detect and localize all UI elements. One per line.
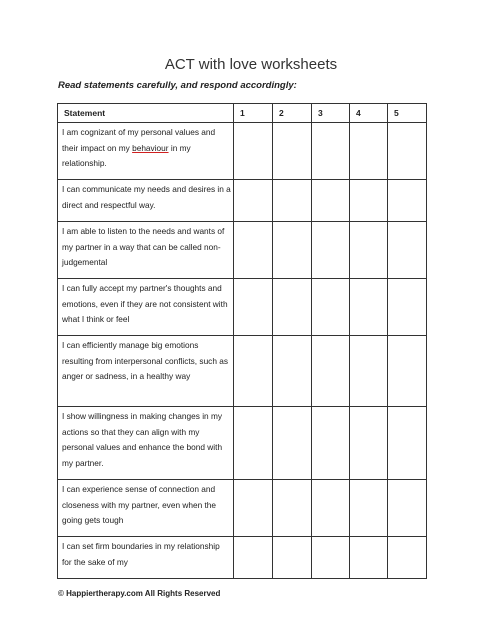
statement-cell <box>58 336 234 407</box>
rating-cell-1[interactable] <box>234 537 273 579</box>
rating-cell-3[interactable] <box>312 180 350 222</box>
rating-cell-1[interactable] <box>234 480 273 537</box>
statement-cell <box>58 537 234 579</box>
statement-text-continued: in my relationship. <box>62 142 191 168</box>
rating-cell-3[interactable] <box>312 279 350 336</box>
rating-cell-1[interactable] <box>234 180 273 222</box>
rating-cell-4[interactable] <box>350 336 388 407</box>
rating-cell-5[interactable] <box>388 537 427 579</box>
statement-text: I can communicate my needs and desires in a direct and respectful way. <box>62 184 231 210</box>
table-row <box>58 180 427 222</box>
statement-cell <box>58 279 234 336</box>
rating-cell-2[interactable] <box>273 222 312 279</box>
statement-text: I can fully accept my partner's thoughts and emotions, even if they are not consistent with what I think or feel <box>62 283 228 324</box>
header-rating-2: 2 <box>273 104 312 123</box>
rating-cell-5[interactable] <box>388 279 427 336</box>
rating-cell-1[interactable] <box>234 336 273 407</box>
header-rating-5: 5 <box>388 104 427 123</box>
rating-cell-3[interactable] <box>312 222 350 279</box>
rating-cell-5[interactable] <box>388 222 427 279</box>
rating-cell-5[interactable] <box>388 407 427 480</box>
rating-cell-4[interactable] <box>350 537 388 579</box>
rating-cell-3[interactable] <box>312 336 350 407</box>
rating-cell-2[interactable] <box>273 537 312 579</box>
table-row <box>58 537 427 579</box>
header-rating-4: 4 <box>350 104 388 123</box>
rating-cell-2[interactable] <box>273 480 312 537</box>
table-row <box>58 407 427 480</box>
statement-cell <box>58 480 234 537</box>
rating-cell-3[interactable] <box>312 123 350 180</box>
rating-cell-2[interactable] <box>273 123 312 180</box>
rating-cell-4[interactable] <box>350 480 388 537</box>
rating-cell-4[interactable] <box>350 407 388 480</box>
statement-text: I can efficiently manage big emotions resulting from interpersonal conflicts, such as anger or sadness, in a healthy way <box>62 340 229 381</box>
table-row <box>58 123 427 180</box>
rating-cell-2[interactable] <box>273 279 312 336</box>
rating-cell-2[interactable] <box>273 180 312 222</box>
rating-cell-3[interactable] <box>312 480 350 537</box>
header-rating-3: 3 <box>312 104 350 123</box>
spellcheck-flagged-word: behaviour <box>132 142 169 153</box>
copyright-footer: © Happiertherapy.com All Rights Reserved <box>58 589 221 598</box>
statement-cell <box>58 180 234 222</box>
header-statement: Statement <box>58 104 234 123</box>
rating-cell-3[interactable] <box>312 407 350 480</box>
header-rating-1: 1 <box>234 104 273 123</box>
statement-text: I can experience sense of connection and closeness with my partner, even when the going gets tough <box>62 484 217 525</box>
rating-cell-5[interactable] <box>388 480 427 537</box>
rating-cell-4[interactable] <box>350 222 388 279</box>
statement-text: I am able to listen to the needs and wants of my partner in a way that can be called non-judgemental <box>62 226 225 267</box>
statement-text: I can set firm boundaries in my relationship for the sake of my <box>62 541 220 567</box>
rating-cell-4[interactable] <box>350 279 388 336</box>
rating-cell-3[interactable] <box>312 537 350 579</box>
table-row <box>58 480 427 537</box>
rating-cell-2[interactable] <box>273 407 312 480</box>
rating-cell-1[interactable] <box>234 279 273 336</box>
table-row <box>58 222 427 279</box>
table-row <box>58 279 427 336</box>
rating-cell-1[interactable] <box>234 123 273 180</box>
rating-cell-5[interactable] <box>388 123 427 180</box>
rating-cell-2[interactable] <box>273 336 312 407</box>
statement-text: I am cognizant of my personal values and their impact on my <box>62 127 216 153</box>
rating-cell-5[interactable] <box>388 336 427 407</box>
worksheet-title: ACT with love worksheets <box>164 56 338 73</box>
rating-table <box>57 103 427 579</box>
rating-cell-4[interactable] <box>350 123 388 180</box>
statement-cell <box>58 123 234 180</box>
rating-cell-1[interactable] <box>234 222 273 279</box>
statement-cell <box>58 222 234 279</box>
statement-text: I show willingness in making changes in my actions so that they can align with my personal values and enhance the bond with my partner. <box>62 411 223 468</box>
statement-cell <box>58 407 234 480</box>
table-row <box>58 336 427 407</box>
rating-cell-5[interactable] <box>388 180 427 222</box>
rating-cell-4[interactable] <box>350 180 388 222</box>
rating-cell-1[interactable] <box>234 407 273 480</box>
table-header-row <box>58 104 427 123</box>
instructions-text: Read statements carefully, and respond accordingly: <box>58 80 297 91</box>
